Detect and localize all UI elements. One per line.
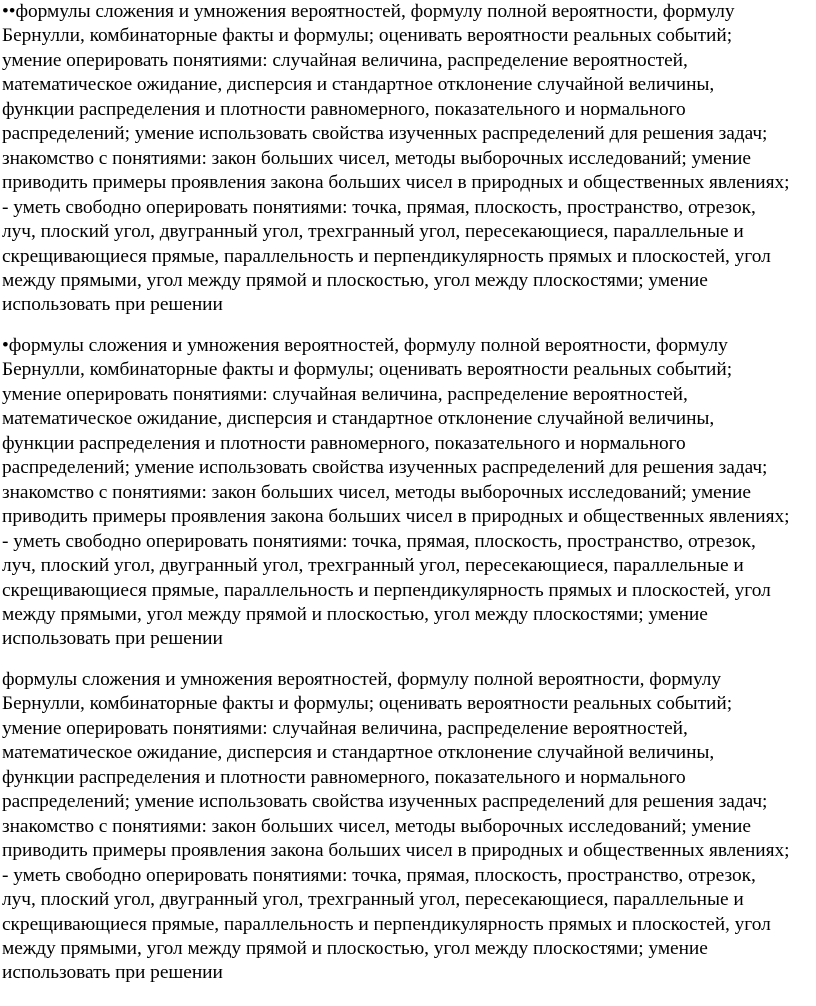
paragraph-2: •формулы сложения и умножения вероятностей, формулу полной вероятности, формулу Бернулли, комбинаторные факты и формулы; оценивать вероятности реальных событий; умение оперировать понятиями: случайная величина, распределение вероятностей, математическое ожидание, дисперсия и стандартное отклонение случайной величины, функции распределения и плотности равномерного, показательного и нормального распределений; умение использовать свойства изученных распределений для решения задач; знакомство с понятиями: закон больших чисел, методы выборочных исследований; умение приводить примеры проявления закона больших чисел в природных и общественных явлениях; - уметь свободно оперировать понятиями: точка, прямая, плоскость, пространство, отрезок, луч, плоский угол, двугранный угол, трехгранный угол, пересекающиеся, параллельные и скрещивающиеся прямые, параллельность и перпендикулярность прямых и плоскостей, угол между прямыми, угол между прямой и плоскостью, угол между плоскостями; умение использовать при решении [2,335,790,650]
paragraph-3: формулы сложения и умножения вероятностей, формулу полной вероятности, формулу Бернулли, комбинаторные факты и формулы; оценивать вероятности реальных событий; умение оперировать понятиями: случайная величина, распределение вероятностей, математическое ожидание, дисперсия и стандартное отклонение случайной величины, функции распределения и плотности равномерного, показательного и нормального распределений; умение использовать свойства изученных распределений для решения задач; знакомство с понятиями: закон больших чисел, методы выборочных исследований; умение приводить примеры проявления закона больших чисел в природных и общественных явлениях; - уметь свободно оперировать понятиями: точка, прямая, плоскость, пространство, отрезок, луч, плоский угол, двугранный угол, трехгранный угол, пересекающиеся, параллельные и скрещивающиеся прямые, параллельность и перпендикулярность прямых и плоскостей, угол между прямыми, угол между прямой и плоскостью, угол между плоскостями; умение использовать при решении [2,669,790,984]
paragraph-1: ••формулы сложения и умножения вероятностей, формулу полной вероятности, формулу Бернулли, комбинаторные факты и формулы; оценивать вероятности реальных событий; умение оперировать понятиями: случайная величина, распределение вероятностей, математическое ожидание, дисперсия и стандартное отклонение случайной величины, функции распределения и плотности равномерного, показательного и нормального распределений; умение использовать свойства изученных распределений для решения задач; знакомство с понятиями: закон больших чисел, методы выборочных исследований; умение приводить примеры проявления закона больших чисел в природных и общественных явлениях; - уметь свободно оперировать понятиями: точка, прямая, плоскость, пространство, отрезок, луч, плоский угол, двугранный угол, трехгранный угол, пересекающиеся, параллельные и скрещивающиеся прямые, параллельность и перпендикулярность прямых и плоскостей, угол между прямыми, угол между прямой и плоскостью, угол между плоскостями; умение использовать при решении [2,1,790,316]
